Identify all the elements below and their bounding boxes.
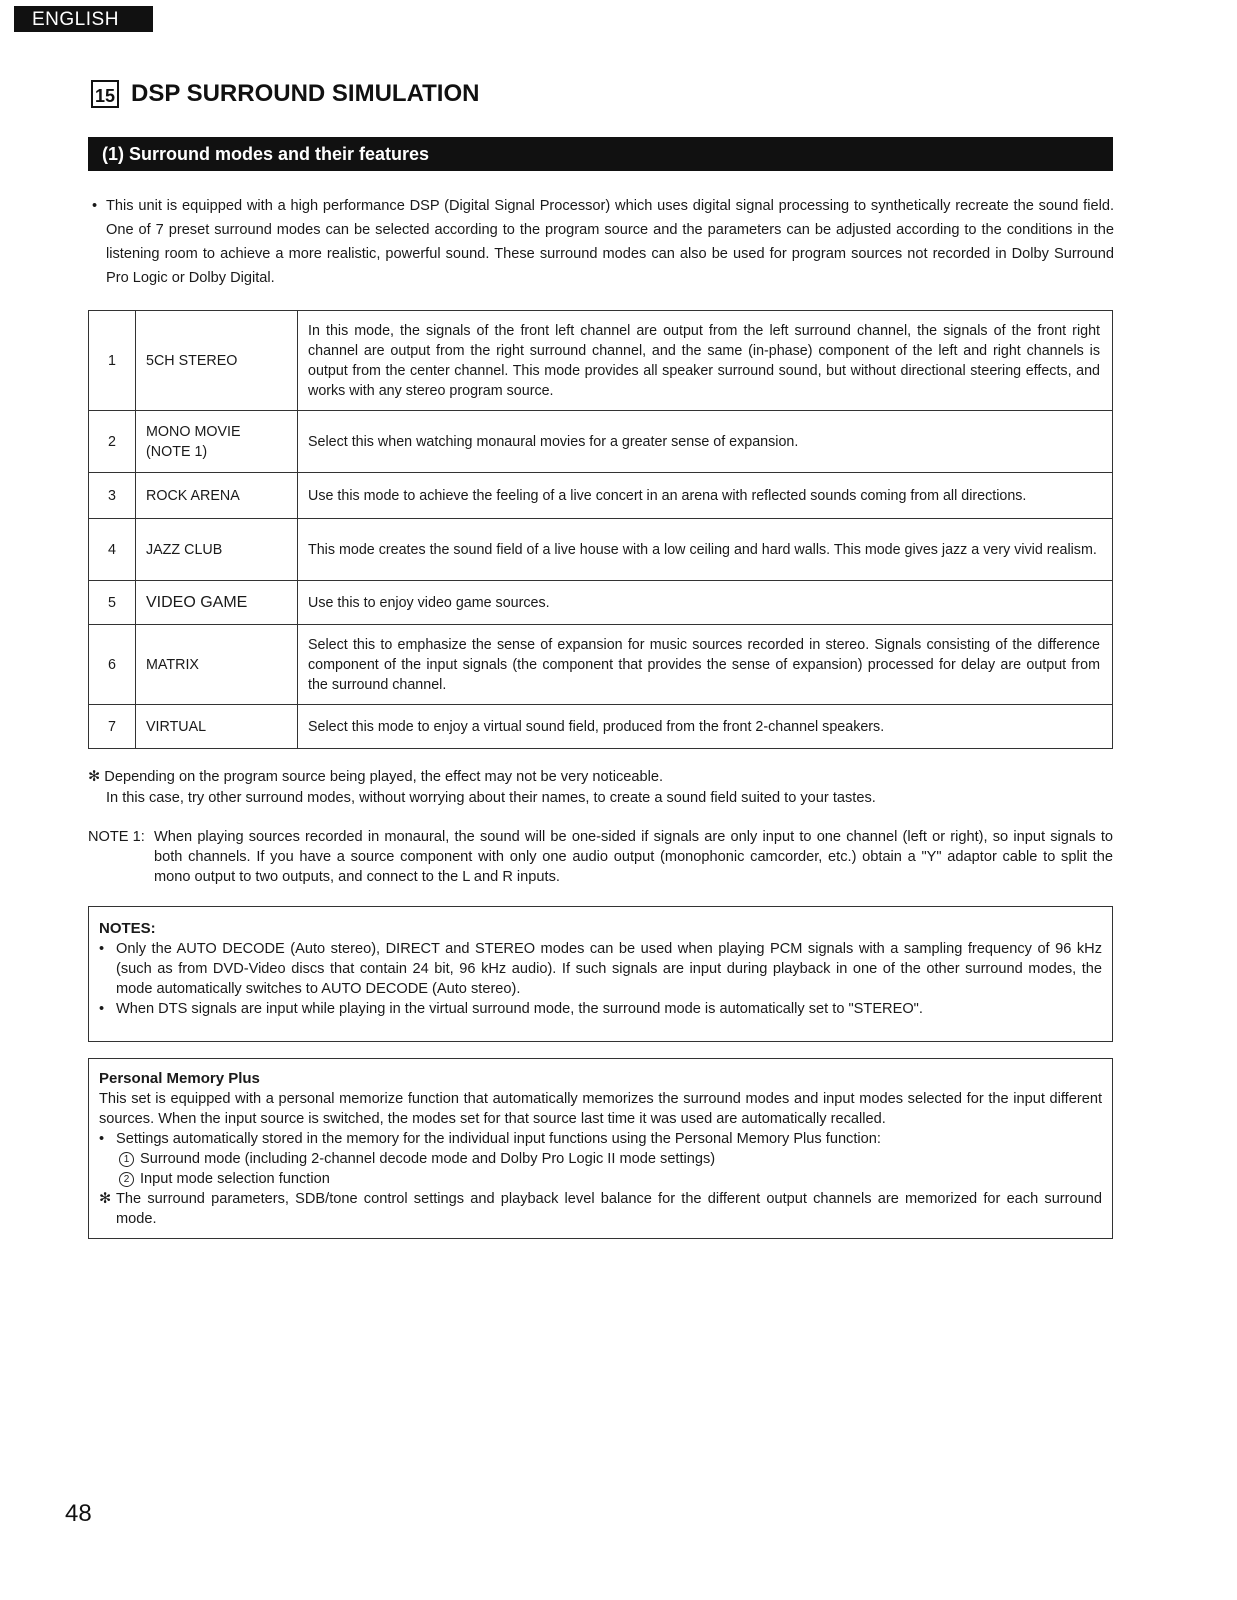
list-item bbox=[99, 999, 1102, 1019]
mode-number: 6 bbox=[89, 625, 136, 705]
mode-number: 4 bbox=[89, 519, 136, 581]
footnote-line-2: In this case, try other surround modes, without worrying about their names, to create a sound field suited to your tastes. bbox=[106, 790, 876, 806]
table-row bbox=[89, 705, 1113, 749]
list-item bbox=[99, 1129, 1102, 1149]
section-number-badge: 15 bbox=[91, 80, 119, 108]
bullet-icon: • bbox=[99, 1131, 105, 1147]
table-row bbox=[89, 411, 1113, 473]
mode-name-note: (NOTE 1) bbox=[146, 443, 208, 460]
footnote-line-1: Depending on the program source being played, the effect may not be very noticeable. bbox=[104, 769, 663, 785]
list-item bbox=[99, 1149, 1102, 1169]
table-row bbox=[89, 519, 1113, 581]
mode-name: VIDEO GAME bbox=[136, 581, 298, 625]
intro-text: This unit is equipped with a high performance DSP (Digital Signal Processor) which uses digital signal processing to synthetically recreate the sound field. One of 7 preset surround modes can be selected according to the program source and the parameters can be adjusted according to the conditions in the listening room to achieve a more realistic, powerful sound. These surround modes can also be used for program sources not recorded in Dolby Surround Pro Logic or Dolby Digital. bbox=[106, 198, 1114, 286]
table-row bbox=[89, 581, 1113, 625]
circled-number-icon: 2 bbox=[119, 1172, 134, 1187]
note-1-text: When playing sources recorded in monaural, the sound will be one-sided if signals are only input to one channel (left or right), so input signals to both channels. If you have a source component with only one audio output (monophonic camcorder, etc.) obtain a "Y" adaptor cable to split the mono output to two outputs, and connect to the L and R inputs. bbox=[154, 829, 1113, 885]
mode-description: Use this mode to achieve the feeling of a live concert in an arena with reflected sounds coming from all directions. bbox=[298, 473, 1113, 519]
mode-name-text: MONO MOVIE bbox=[146, 423, 241, 440]
pmp-item-text: Surround mode (including 2-channel decode mode and Dolby Pro Logic II mode settings) bbox=[140, 1151, 716, 1167]
personal-memory-plus-box bbox=[88, 1058, 1113, 1239]
surround-modes-table bbox=[88, 310, 1113, 749]
page-number: 48 bbox=[65, 1500, 92, 1527]
mode-description: Use this to enjoy video game sources. bbox=[298, 581, 1113, 625]
notes-item-text: Only the AUTO DECODE (Auto stereo), DIRECT and STEREO modes can be used when playing PCM signals with a sampling frequency of 96 kHz (such as from DVD-Video discs that contain 24 bit, 96 kHz audio). If such signals are input during playback in one of the other surround modes, the mode automatically switches to AUTO DECODE (Auto stereo). bbox=[116, 941, 1102, 997]
circled-number-icon: 1 bbox=[119, 1152, 134, 1167]
mode-number: 3 bbox=[89, 473, 136, 519]
mode-name: 5CH STEREO bbox=[136, 311, 298, 411]
bullet-icon: • bbox=[99, 1001, 105, 1017]
table-row bbox=[89, 625, 1113, 705]
pmp-intro: This set is equipped with a personal memorize function that automatically memorizes the surround modes and input modes selected for the input different sources. When the input source is switched, the modes set for that source last time it was used are automatically recalled. bbox=[99, 1091, 1102, 1127]
notes-heading: NOTES: bbox=[99, 920, 156, 937]
mode-number: 2 bbox=[89, 411, 136, 473]
section-title bbox=[91, 78, 479, 110]
asterisk-icon: ✻ bbox=[99, 1191, 112, 1207]
mode-description: This mode creates the sound field of a live house with a low ceiling and hard walls. This mode gives jazz a very vivid realism. bbox=[298, 519, 1113, 581]
pmp-star-text: The surround parameters, SDB/tone control settings and playback level balance for the different output channels are memorized for each surround mode. bbox=[116, 1191, 1102, 1227]
mode-name: MATRIX bbox=[136, 625, 298, 705]
mode-name: ROCK ARENA bbox=[136, 473, 298, 519]
notes-item-text: When DTS signals are input while playing in the virtual surround mode, the surround mode is automatically set to "STEREO". bbox=[116, 1001, 923, 1017]
footnote bbox=[88, 767, 1118, 809]
mode-number: 5 bbox=[89, 581, 136, 625]
mode-name: JAZZ CLUB bbox=[136, 519, 298, 581]
bullet-icon: • bbox=[92, 198, 98, 214]
list-item bbox=[99, 1169, 1102, 1189]
mode-description: Select this when watching monaural movies for a greater sense of expansion. bbox=[298, 411, 1113, 473]
intro-paragraph bbox=[92, 194, 1114, 290]
mode-name bbox=[136, 411, 298, 473]
table-row bbox=[89, 473, 1113, 519]
mode-description: In this mode, the signals of the front left channel are output from the left surround channel, the signals of the front right channel are output from the right surround channel, and the same (in-phase) component of the left and right channels is output from the center channel. This mode provides all speaker surround sound, but without directional steering effects, and works with any stereo program source. bbox=[298, 311, 1113, 411]
mode-description: Select this to emphasize the sense of expansion for music sources recorded in stereo. Signals consisting of the difference component of the input signals (the component that provides the sense of expansion) processed for delay are output from the surround channel. bbox=[298, 625, 1113, 705]
section-title-text: DSP SURROUND SIMULATION bbox=[131, 80, 480, 107]
list-item bbox=[99, 1189, 1102, 1229]
pmp-bullet-text: Settings automatically stored in the memory for the individual input functions using the Personal Memory Plus function: bbox=[116, 1131, 881, 1147]
pmp-heading: Personal Memory Plus bbox=[99, 1070, 260, 1087]
table-row bbox=[89, 311, 1113, 411]
list-item bbox=[99, 939, 1102, 999]
pmp-item-text: Input mode selection function bbox=[140, 1171, 330, 1187]
note-1-label: NOTE 1: bbox=[88, 829, 145, 845]
language-tab: ENGLISH bbox=[14, 6, 153, 32]
mode-description: Select this mode to enjoy a virtual sound field, produced from the front 2-channel speakers. bbox=[298, 705, 1113, 749]
note-1 bbox=[88, 827, 1113, 887]
subsection-header: (1) Surround modes and their features bbox=[88, 137, 1113, 171]
bullet-icon: • bbox=[99, 941, 105, 957]
mode-name: VIRTUAL bbox=[136, 705, 298, 749]
mode-number: 7 bbox=[89, 705, 136, 749]
mode-number: 1 bbox=[89, 311, 136, 411]
asterisk-icon: ✻ bbox=[88, 769, 101, 785]
notes-box bbox=[88, 906, 1113, 1042]
